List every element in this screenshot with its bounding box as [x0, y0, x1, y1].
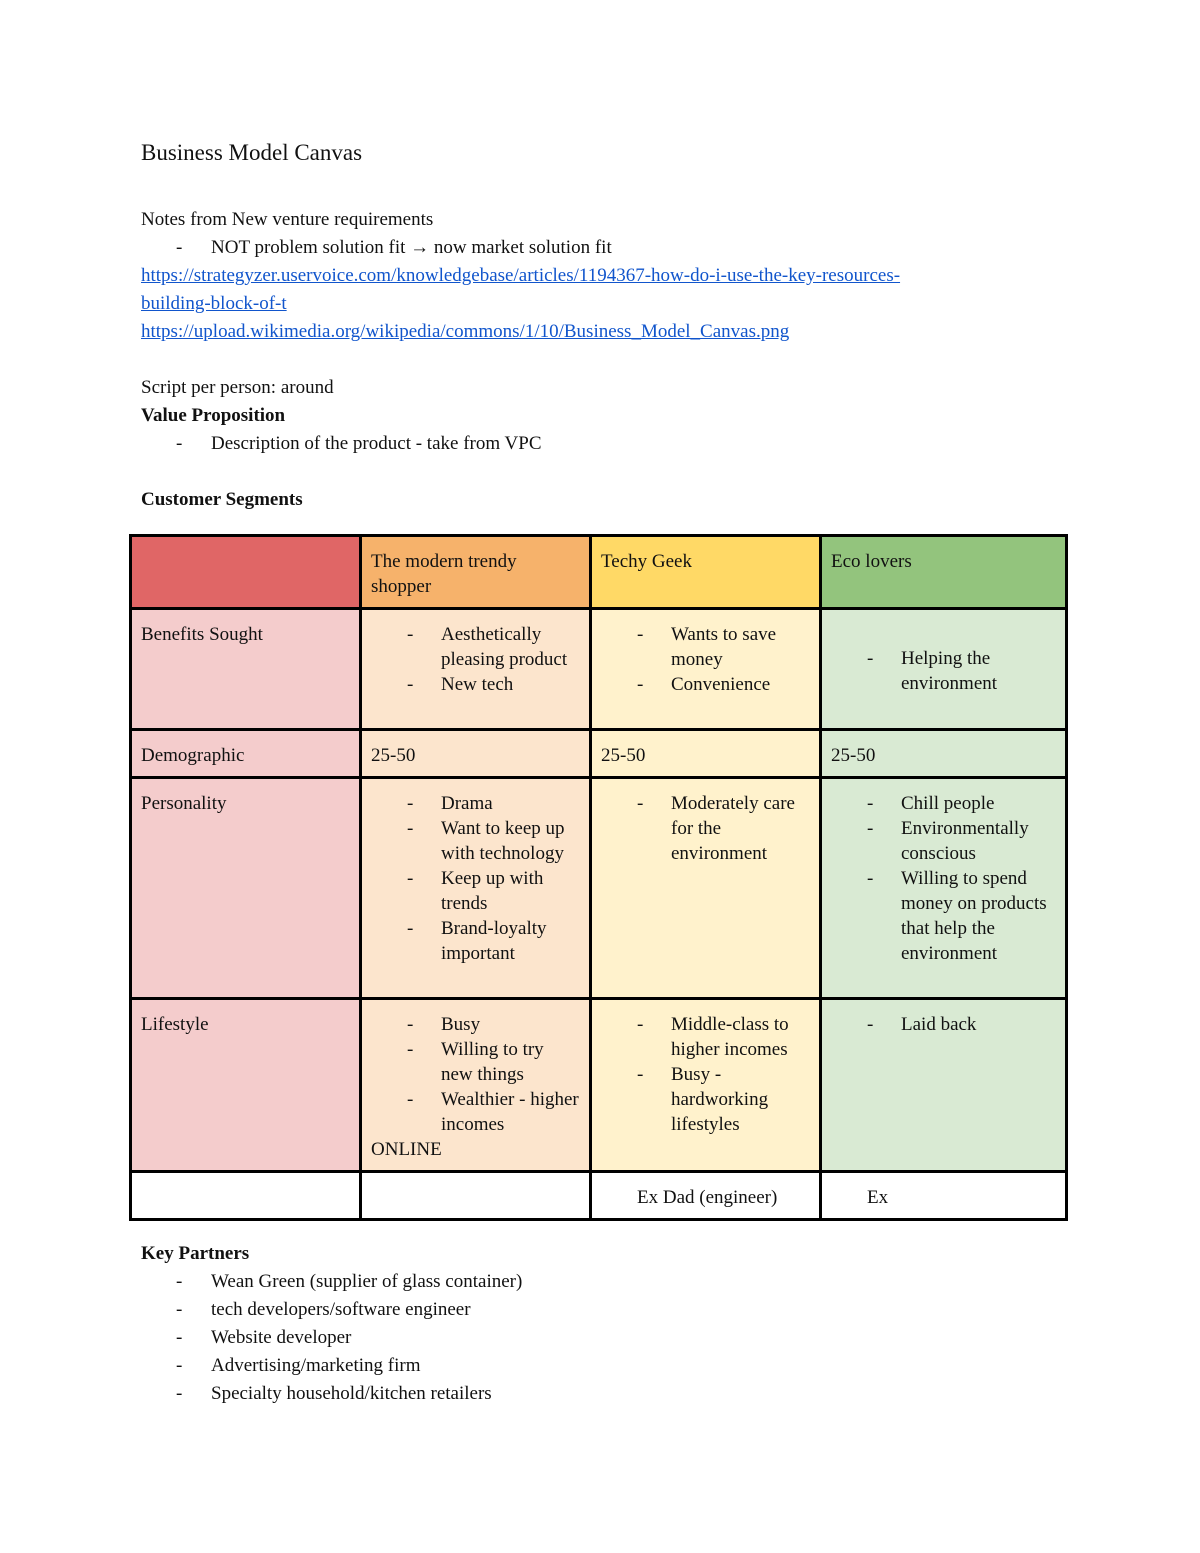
- list-item-text: Helping the environment: [901, 648, 998, 694]
- personality-trendy-cell: [361, 778, 591, 999]
- personality-techy-cell: [591, 778, 821, 999]
- list-item: [141, 1268, 1071, 1296]
- table-row: [131, 999, 1067, 1172]
- list-item-text: New tech: [441, 674, 514, 695]
- list-item: [371, 866, 580, 916]
- row-label-benefits: Benefits Sought: [131, 609, 361, 730]
- bullet-dash: -: [407, 918, 414, 939]
- list-item: [371, 672, 580, 697]
- table-row: [131, 730, 1067, 778]
- list-item-text: Want to keep up with technology: [441, 818, 565, 864]
- online-note: ONLINE: [371, 1139, 442, 1160]
- customer-segments-heading: Customer Segments: [141, 489, 303, 510]
- list-item: [371, 791, 580, 816]
- list-item: [831, 1012, 1056, 1037]
- example-row-label: [131, 1172, 361, 1220]
- bullet-dash: -: [407, 1089, 414, 1110]
- bullet-dash: -: [867, 868, 874, 889]
- bullet-list: [371, 622, 580, 697]
- bullet-dash: -: [407, 1014, 414, 1035]
- bullet-list: [601, 622, 810, 697]
- notes-heading: Notes from New venture requirements: [141, 209, 434, 230]
- strategyzer-link[interactable]: https://strategyzer.uservoice.com/knowledgebase/articles/1194367-how-do-i-use-the-key-resources-: [141, 265, 901, 286]
- list-item-text: Chill people: [901, 793, 995, 814]
- notes-bullet: [141, 234, 1071, 262]
- value-proposition-heading: Value Proposition: [141, 405, 286, 426]
- example-trendy-cell: [361, 1172, 591, 1220]
- customer-segments-table: [129, 534, 1068, 1221]
- list-item-text: Laid back: [901, 1014, 977, 1035]
- key-partners-heading: Key Partners: [141, 1243, 250, 1264]
- bullet-dash: -: [637, 624, 644, 645]
- bullet-list: [371, 1012, 580, 1137]
- benefits-trendy-cell: [361, 609, 591, 730]
- list-item: [601, 1062, 810, 1137]
- bullet-dash: -: [867, 648, 874, 669]
- personality-eco-cell: [821, 778, 1067, 999]
- list-item: [831, 866, 1056, 966]
- list-item: [141, 1296, 1071, 1324]
- lifestyle-eco-cell: [821, 999, 1067, 1172]
- bullet-dash: -: [407, 818, 414, 839]
- header-trendy-shopper: The modern trendy shopper: [361, 536, 591, 609]
- bullet-dash: -: [637, 674, 644, 695]
- list-item: [371, 1037, 580, 1087]
- bullet-dash: -: [176, 433, 183, 454]
- header-techy-geek: Techy Geek: [591, 536, 821, 609]
- list-item: [141, 1352, 1071, 1380]
- script-line: Script per person: around: [141, 377, 334, 398]
- bullet-dash: -: [407, 793, 414, 814]
- list-item-text: Busy: [441, 1014, 481, 1035]
- row-label-demographic: Demographic: [131, 730, 361, 778]
- bullet-dash: -: [176, 1299, 183, 1320]
- header-corner-cell: [131, 536, 361, 609]
- notes-bullet-text: NOT problem solution fit → now market solution fit: [211, 237, 612, 258]
- bullet-dash: -: [176, 1271, 183, 1292]
- list-item: [371, 816, 580, 866]
- list-item: [371, 622, 580, 672]
- value-proposition-bullet: [141, 430, 1071, 458]
- list-item-text: Middle-class to higher incomes: [671, 1014, 789, 1060]
- bullet-dash: -: [407, 1039, 414, 1060]
- list-item: [831, 816, 1056, 866]
- bullet-dash: -: [407, 868, 414, 889]
- bullet-dash: -: [867, 818, 874, 839]
- strategyzer-link-continued[interactable]: building-block-of-t: [141, 293, 287, 314]
- benefits-techy-cell: [591, 609, 821, 730]
- list-item-text: Aesthetically pleasing product: [441, 624, 568, 670]
- bullet-list: [371, 791, 580, 966]
- list-item-text: Wealthier - higher incomes: [441, 1089, 579, 1135]
- list-item-text: Convenience: [671, 674, 771, 695]
- list-item: [601, 1012, 810, 1062]
- bullet-dash: -: [176, 237, 183, 258]
- row-label-lifestyle: Lifestyle: [131, 999, 361, 1172]
- bullet-dash: -: [176, 1383, 183, 1404]
- lifestyle-trendy-cell: [361, 999, 591, 1172]
- bullet-list: [831, 1012, 1056, 1037]
- list-item: [601, 672, 810, 697]
- list-item: [831, 791, 1056, 816]
- list-item: [601, 622, 810, 672]
- benefits-eco-cell: [821, 609, 1067, 730]
- bullet-list: [601, 1012, 810, 1137]
- table-row: [131, 1172, 1067, 1220]
- bullet-list: [831, 646, 1056, 696]
- page-title: Business Model Canvas: [141, 140, 363, 165]
- bullet-dash: -: [637, 793, 644, 814]
- list-item-text: Busy - hardworking lifestyles: [671, 1064, 769, 1135]
- bullet-dash: -: [867, 1014, 874, 1035]
- wikimedia-link[interactable]: https://upload.wikimedia.org/wikipedia/commons/1/10/Business_Model_Canvas.png: [141, 321, 790, 342]
- demographic-eco-cell: 25-50: [821, 730, 1067, 778]
- bullet-list: [831, 791, 1056, 966]
- list-item-text: Brand-loyalty important: [441, 918, 547, 964]
- example-eco-cell: Ex: [821, 1172, 1067, 1220]
- list-item-text: Drama: [441, 793, 493, 814]
- example-techy-cell: Ex Dad (engineer): [591, 1172, 821, 1220]
- bullet-dash: -: [637, 1014, 644, 1035]
- list-item-text: Willing to try new things: [441, 1039, 544, 1085]
- list-item-text: Environmentally conscious: [901, 818, 1029, 864]
- bullet-dash: -: [176, 1327, 183, 1348]
- list-item: [601, 791, 810, 866]
- key-partner-text: Website developer: [211, 1327, 352, 1348]
- bullet-dash: -: [867, 793, 874, 814]
- list-item: [371, 1012, 580, 1037]
- table-header-row: [131, 536, 1067, 609]
- document-body: [141, 140, 1071, 514]
- lifestyle-techy-cell: [591, 999, 821, 1172]
- demographic-trendy-cell: 25-50: [361, 730, 591, 778]
- bullet-dash: -: [176, 1355, 183, 1376]
- list-item: [141, 1324, 1071, 1352]
- demographic-techy-cell: 25-50: [591, 730, 821, 778]
- bullet-dash: -: [637, 1064, 644, 1085]
- table-row: [131, 609, 1067, 730]
- bullet-list: [601, 791, 810, 866]
- key-partner-text: Wean Green (supplier of glass container): [211, 1271, 523, 1292]
- bullet-dash: -: [407, 624, 414, 645]
- list-item-text: Willing to spend money on products that help the environment: [901, 868, 1047, 964]
- value-proposition-text: Description of the product - take from VPC: [211, 433, 542, 454]
- bullet-dash: -: [407, 674, 414, 695]
- list-item: [371, 1087, 580, 1137]
- list-item-text: Wants to save money: [671, 624, 777, 670]
- row-label-personality: Personality: [131, 778, 361, 999]
- list-item: [141, 1380, 1071, 1408]
- key-partners-section: [141, 1240, 1071, 1408]
- key-partner-text: Advertising/marketing firm: [211, 1355, 421, 1376]
- header-eco-lovers: Eco lovers: [821, 536, 1067, 609]
- list-item: [831, 646, 1056, 696]
- list-item: [371, 916, 580, 966]
- list-item-text: Moderately care for the environment: [671, 793, 795, 864]
- key-partner-text: tech developers/software engineer: [211, 1299, 471, 1320]
- table-row: [131, 778, 1067, 999]
- key-partner-text: Specialty household/kitchen retailers: [211, 1383, 492, 1404]
- list-item-text: Keep up with trends: [441, 868, 544, 914]
